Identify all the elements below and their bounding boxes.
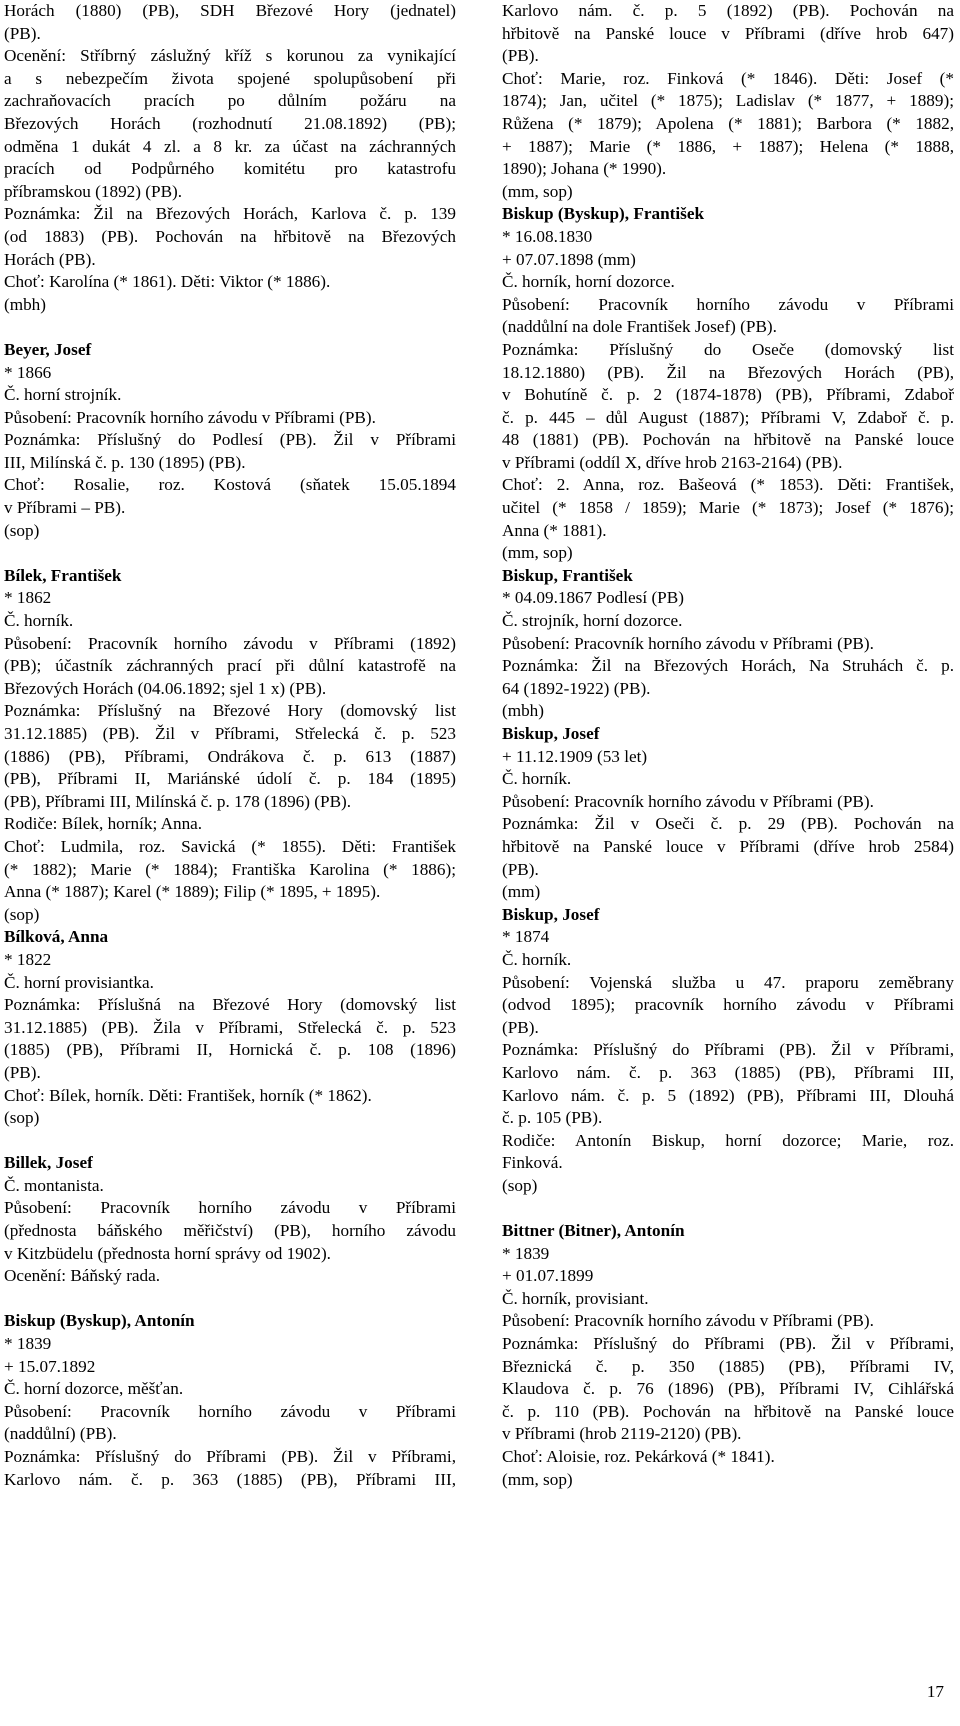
text-line: zachraňovacích pracích po důlním požáru na: [4, 91, 456, 111]
text-line: Působení: Pracovník horního závodu v Příbrami: [4, 1401, 456, 1421]
text-line: + 07.07.1898 (mm): [502, 249, 636, 269]
text-line: Choť: Marie, roz. Finková (* 1846). Děti: Josef (*: [502, 68, 954, 88]
text-line: Č. horní dozorce, měšťan.: [4, 1379, 184, 1399]
text-line: Choť: Rosalie, roz. Kostová (sňatek 15.05.1894: [4, 475, 456, 495]
text-line: (PB).: [4, 1062, 41, 1082]
text-line: odměna 1 dukát 4 zl. a 8 kr. za účast na záchranných: [4, 136, 456, 156]
text-line: (PB).: [502, 859, 539, 879]
text-line: Horách (1880) (PB), SDH Březové Hory (jednatel): [4, 1, 456, 20]
blank-line: [4, 1288, 456, 1311]
entry-heading: Bílek, František: [4, 565, 122, 585]
left-column: [4, 0, 456, 1491]
text-line: Působení: Pracovník horního závodu v Příbrami (PB).: [502, 1311, 874, 1331]
text-line: Působení: Vojenská služba u 47. praporu zeměbrany: [502, 972, 954, 992]
text-line: (mbh): [4, 294, 47, 314]
text-line: (odvod 1895); pracovník horního závodu v Příbrami: [502, 995, 954, 1015]
text-line: * 1822: [4, 949, 52, 969]
text-line: Č. montanista.: [4, 1175, 104, 1195]
text-line: pracích od Podpůrného komitétu pro katastrofu: [4, 159, 456, 179]
text-line: Působení: Pracovník horního závodu v Příbrami (PB).: [502, 791, 874, 811]
entry-heading: Biskup (Byskup), František: [502, 204, 705, 224]
text-line: 18.12.1880) (PB). Žil na Březových Horách (PB),: [502, 362, 954, 382]
text-line: Č. horník.: [502, 949, 572, 969]
text-line: Č. horník, provisiant.: [502, 1288, 649, 1308]
text-line: a s nebezpečím života spojené spolupůsobení při: [4, 68, 456, 88]
text-line: Finková.: [502, 1153, 563, 1173]
text-line: v Příbrami (oddíl X, dříve hrob 2163-2164) (PB).: [502, 452, 843, 472]
text-line: * 16.08.1830: [502, 226, 593, 246]
text-line: Poznámka: Příslušný do Oseče (domovský list: [502, 339, 954, 359]
text-line: (sop): [4, 1108, 40, 1128]
text-line: Choť: Bílek, horník. Děti: František, horník (* 1862).: [4, 1085, 372, 1105]
text-line: + 01.07.1899: [502, 1266, 594, 1286]
text-line: Klaudova č. p. 76 (1896) (PB), Příbrami IV, Cihlářská: [502, 1379, 954, 1399]
text-line: Poznámka: Žil v Oseči č. p. 29 (PB). Pochován na: [502, 814, 954, 834]
text-line: 31.12.1885) (PB). Žila v Příbrami, Střelecká č. p. 523: [4, 1017, 456, 1037]
text-line: v Kitzbüdelu (přednosta horní správy od 1902).: [4, 1243, 331, 1263]
text-line: (* 1882); Marie (* 1884); Františka Karolina (* 1886);: [4, 859, 456, 879]
text-line: Č. horník, horní dozorce.: [502, 272, 675, 292]
text-line: (PB), Příbrami III, Milínská č. p. 178 (1896) (PB).: [4, 791, 352, 811]
text-line: (sop): [502, 1175, 538, 1195]
text-line: Poznámka: Příslušný do Příbrami (PB). Žil v Příbrami,: [4, 1447, 456, 1466]
blank-line: [4, 1130, 456, 1153]
text-line: Březnická č. p. 350 (1885) (PB), Příbrami IV,: [502, 1356, 954, 1376]
text-line: Poznámka: Příslušný na Březové Hory (domovský list: [4, 701, 456, 721]
entry-heading: Bílková, Anna: [4, 927, 109, 947]
text-line: Karlovo nám. č. p. 5 (1892) (PB), Příbrami III, Dlouhá: [502, 1085, 954, 1105]
text-line: Působení: Pracovník horního závodu v Příbrami (1892): [4, 633, 456, 653]
text-line: * 04.09.1867 Podlesí (PB): [502, 588, 684, 608]
text-line: (mbh): [502, 701, 545, 721]
text-line: Choť: 2. Anna, roz. Bašeová (* 1853). Děti: František,: [502, 475, 954, 495]
entry-heading: Biskup, František: [502, 565, 633, 585]
text-line: č. p. 445 – důl August (1887); Příbrami V, Zdaboř č. p.: [502, 407, 954, 427]
text-line: (sop): [4, 520, 40, 540]
text-line: (mm, sop): [502, 1469, 573, 1489]
text-line: 1890); Johana (* 1990).: [502, 159, 667, 179]
blank-line: [4, 542, 456, 565]
text-line: (1885) (PB), Příbrami II, Hornická č. p. 108 (1896): [4, 1040, 456, 1060]
text-line: 31.12.1885) (PB). Žil v Příbrami, Střelecká č. p. 523: [4, 724, 456, 743]
blank-line: [4, 316, 456, 339]
text-line: Č. horní provisiantka.: [4, 972, 154, 992]
text-line: * 1874: [502, 927, 550, 947]
text-line: Karlovo nám. č. p. 363 (1885) (PB), Příbrami III,: [502, 1062, 954, 1082]
entry-heading: Bittner (Bitner), Antonín: [502, 1221, 685, 1241]
text-line: Karlovo nám. č. p. 363 (1885) (PB), Příbrami III,: [4, 1469, 456, 1489]
text-line: * 1866: [4, 362, 52, 382]
text-line: + 15.07.1892: [4, 1356, 96, 1376]
text-line: Ocenění: Báňský rada.: [4, 1266, 161, 1286]
page-number: 17: [926, 1682, 944, 1702]
entry-heading: Beyer, Josef: [4, 339, 92, 359]
text-line: (PB).: [502, 46, 539, 66]
text-line: Působení: Pracovník horního závodu v Příbrami: [4, 1198, 456, 1218]
text-line: + 1887); Marie (* 1886, + 1887); Helena (* 1888,: [502, 136, 954, 156]
text-line: č. p. 110 (PB). Pochován na hřbitově na Panské louce: [502, 1401, 954, 1421]
blank-line: [502, 1197, 954, 1220]
text-line: (naddůlní na dole František Josef) (PB).: [502, 317, 777, 337]
text-line: Březových Horách (04.06.1892; sjel 1 x) (PB).: [4, 678, 327, 698]
text-line: Březových Horách (rozhodnutí 21.08.1892) (PB);: [4, 113, 456, 133]
text-line: (PB), Příbrami II, Mariánské údolí č. p. 184 (1895): [4, 769, 456, 789]
text-line: č. p. 105 (PB).: [502, 1108, 603, 1128]
right-column: [502, 0, 954, 1491]
text-line: v Bohutíně č. p. 2 (1874-1878) (PB), Příbrami, Zdaboř: [502, 385, 954, 405]
text-line: Anna (* 1887); Karel (* 1889); Filip (* 1895, + 1895).: [4, 882, 381, 902]
text-line: v Příbrami – PB).: [4, 498, 126, 518]
text-line: (mm): [502, 882, 541, 902]
text-line: 48 (1881) (PB). Pochován na hřbitově na Panské louce: [502, 430, 954, 450]
text-line: Poznámka: Příslušný do Příbrami (PB). Žil v Příbrami,: [502, 1334, 954, 1354]
text-line: hřbitově na Panské louce v Příbrami (dříve hrob 647): [502, 23, 954, 43]
text-line: 1874); Jan, učitel (* 1875); Ladislav (* 1877, + 1889);: [502, 91, 954, 111]
text-line: Působení: Pracovník horního závodu v Příbrami: [502, 294, 954, 314]
text-line: (mm, sop): [502, 543, 573, 563]
text-line: (přednosta báňského měřičství) (PB), horního závodu: [4, 1221, 456, 1241]
text-line: * 1862: [4, 588, 52, 608]
text-line: Rodiče: Antonín Biskup, horní dozorce; Marie, roz.: [502, 1130, 954, 1150]
text-line: učitel (* 1858 / 1859); Marie (* 1873); Josef (* 1876);: [502, 498, 954, 518]
text-line: Č. horní strojník.: [4, 385, 122, 405]
text-line: 64 (1892-1922) (PB).: [502, 678, 651, 698]
text-line: (sop): [4, 904, 40, 924]
text-line: (PB).: [4, 23, 41, 43]
text-line: * 1839: [502, 1243, 550, 1263]
text-line: (PB).: [502, 1017, 539, 1037]
text-line: (od 1883) (PB). Pochován na hřbitově na Březových: [4, 226, 456, 246]
text-line: Rodiče: Bílek, horník; Anna.: [4, 814, 203, 834]
text-line: (PB); účastník záchranných prací při důlní katastrofě na: [4, 656, 456, 676]
text-line: (naddůlní) (PB).: [4, 1424, 117, 1444]
text-line: Poznámka: Příslušný do Podlesí (PB). Žil v Příbrami: [4, 430, 456, 450]
text-line: (mm, sop): [502, 181, 573, 201]
text-line: + 11.12.1909 (53 let): [502, 746, 648, 766]
entry-heading: Billek, Josef: [4, 1153, 93, 1173]
text-line: Anna (* 1881).: [502, 520, 607, 540]
text-line: Choť: Aloisie, roz. Pekárková (* 1841).: [502, 1447, 775, 1466]
entry-heading: Biskup, Josef: [502, 724, 600, 743]
text-line: Poznámka: Příslušná na Březové Hory (domovský list: [4, 995, 456, 1015]
text-line: Č. horník.: [502, 769, 572, 789]
text-line: III, Milínská č. p. 130 (1895) (PB).: [4, 452, 246, 472]
text-line: Choť: Karolína (* 1861). Děti: Viktor (* 1886).: [4, 272, 331, 292]
text-line: Ocenění: Stříbrný záslužný kříž s korunou za vynikající: [4, 46, 456, 66]
text-line: Choť: Ludmila, roz. Savická (* 1855). Děti: František: [4, 836, 456, 856]
text-line: v Příbrami (hrob 2119-2120) (PB).: [502, 1424, 742, 1444]
text-line: Působení: Pracovník horního závodu v Příbrami (PB).: [502, 633, 874, 653]
text-line: příbramskou (1892) (PB).: [4, 181, 183, 201]
text-line: (1886) (PB), Příbrami, Ondrákova č. p. 613 (1887): [4, 746, 456, 766]
text-line: hřbitově na Panské louce v Příbrami (dříve hrob 2584): [502, 836, 954, 856]
text-line: Č. horník.: [4, 611, 74, 631]
text-line: Působení: Pracovník horního závodu v Příbrami (PB).: [4, 407, 376, 427]
text-line: * 1839: [4, 1334, 52, 1354]
text-line: Poznámka: Žil na Březových Horách, Karlova č. p. 139: [4, 204, 456, 224]
text-line: Horách (PB).: [4, 249, 96, 269]
entry-heading: Biskup (Byskup), Antonín: [4, 1311, 195, 1331]
text-line: Karlovo nám. č. p. 5 (1892) (PB). Pochován na: [502, 1, 954, 20]
text-line: Č. strojník, horní dozorce.: [502, 611, 683, 631]
entry-heading: Biskup, Josef: [502, 904, 600, 924]
text-line: Poznámka: Žil na Březových Horách, Na Struhách č. p.: [502, 656, 954, 676]
text-line: Poznámka: Příslušný do Příbrami (PB). Žil v Příbrami,: [502, 1040, 954, 1060]
text-line: Růžena (* 1879); Apolena (* 1881); Barbora (* 1882,: [502, 113, 954, 133]
